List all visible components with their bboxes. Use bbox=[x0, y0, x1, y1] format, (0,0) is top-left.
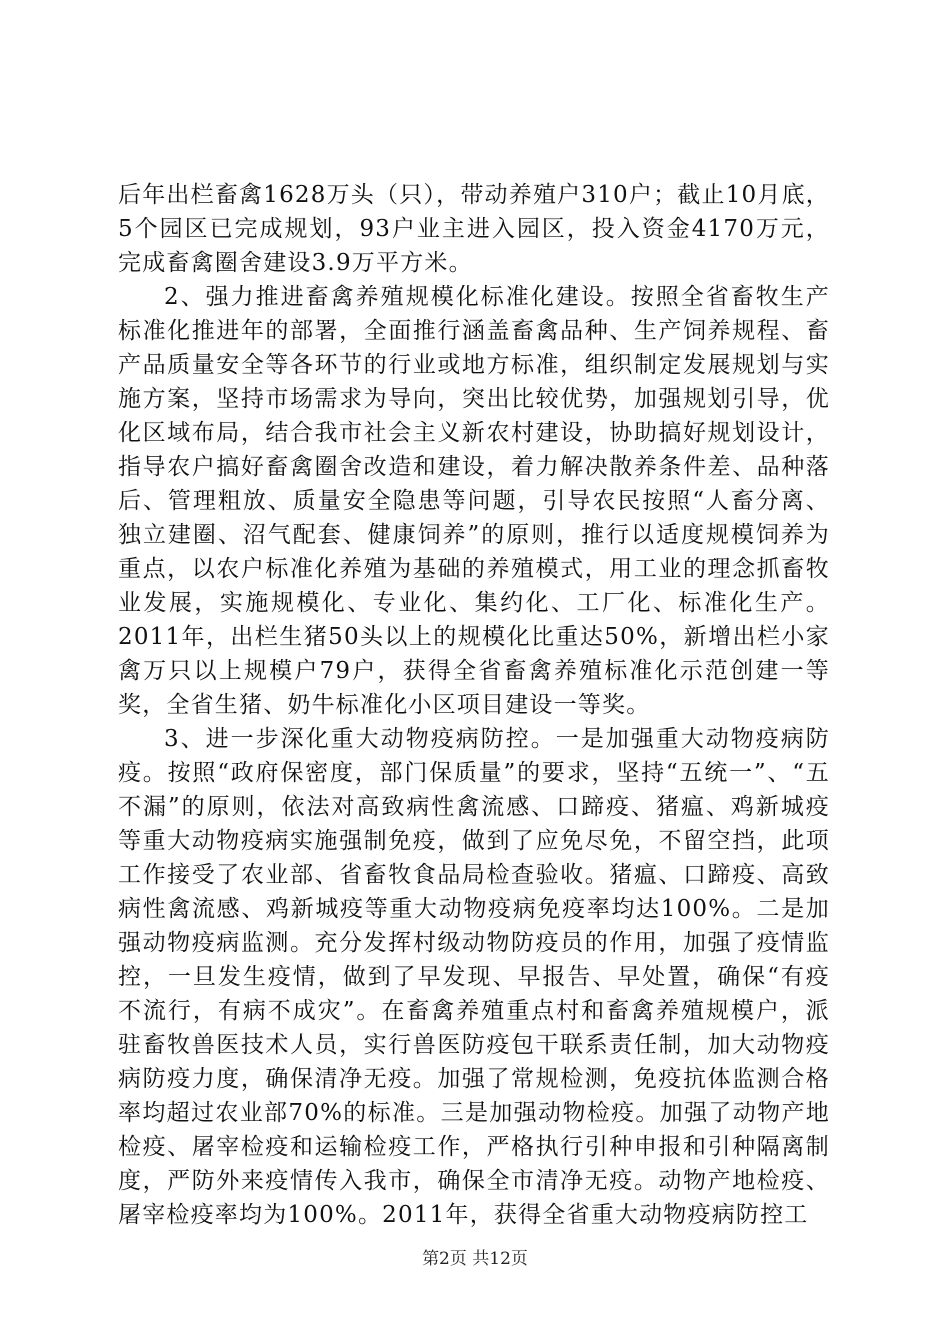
document-body bbox=[118, 178, 830, 1232]
page-number-label: 第2页 共12页 bbox=[422, 1249, 528, 1269]
paragraph-disease-control: 3、进一步深化重大动物疫病防控。一是加强重大动物疫病防疫。按照“政府保密度，部门保质量”的要求，坚持“五统一”、“五不漏”的原则，依法对高致病性禽流感、口蹄疫、猪瘟、鸡新城疫等重大动物疫病实施强制免疫，做到了应免尽免，不留空挡，此项工作接受了农业部、省畜牧食品局检查验收。猪瘟、口蹄疫、高致病性禽流感、鸡新城疫等重大动物疫病免疫率均达100%。二是加强动物疫病监测。充分发挥村级动物防疫员的作用，加强了疫情监控，一旦发生疫情，做到了早发现、早报告、早处置，确保“有疫不流行，有病不成灾”。在畜禽养殖重点村和畜禽养殖规模户，派驻畜牧兽医技术人员，实行兽医防疫包干联系责任制，加大动物疫病防疫力度，确保清净无疫。加强了常规检测，免疫抗体监测合格率均超过农业部70%的标准。三是加强动物检疫。加强了动物产地检疫、屠宰检疫和运输检疫工作，严格执行引种申报和引种隔离制度，严防外来疫情传入我市，确保全市清净无疫。动物产地检疫、屠宰检疫率均为100%。2011年，获得全省重大动物疫病防控工 bbox=[118, 726, 830, 1228]
paragraph-standardization: 2、强力推进畜禽养殖规模化标准化建设。按照全省畜牧生产标准化推进年的部署，全面推行涵盖畜禽品种、生产饲养规程、畜产品质量安全等各环节的行业或地方标准，组织制定发展规划与实施方案，坚持市场需求为导向，突出比较优势，加强规划引导，优化区域布局，结合我市社会主义新农村建设，协助搞好规划设计，指导农户搞好畜禽圈舍改造和建设，着力解决散养条件差、品种落后、管理粗放、质量安全隐患等问题，引导农民按照“人畜分离、独立建圈、沼气配套、健康饲养”的原则，推行以适度规模饲养为重点，以农户标准化养殖为基础的养殖模式，用工业的理念抓畜牧业发展，实施规模化、专业化、集约化、工厂化、标准化生产。2011年，出栏生猪50头以上的规模化比重达50%，新增出栏小家禽万只以上规模户79户，获得全省畜禽养殖标准化示范创建一等奖，全省生猪、奶牛标准化小区项目建设一等奖。 bbox=[118, 284, 830, 718]
page-footer bbox=[0, 1244, 950, 1269]
paragraph-continuation: 后年出栏畜禽1628万头（只），带动养殖户310户；截止10月底，5个园区已完成规划，93户业主进入园区，投入资金4170万元，完成畜禽圈舍建设3.9万平方米。 bbox=[118, 182, 830, 276]
